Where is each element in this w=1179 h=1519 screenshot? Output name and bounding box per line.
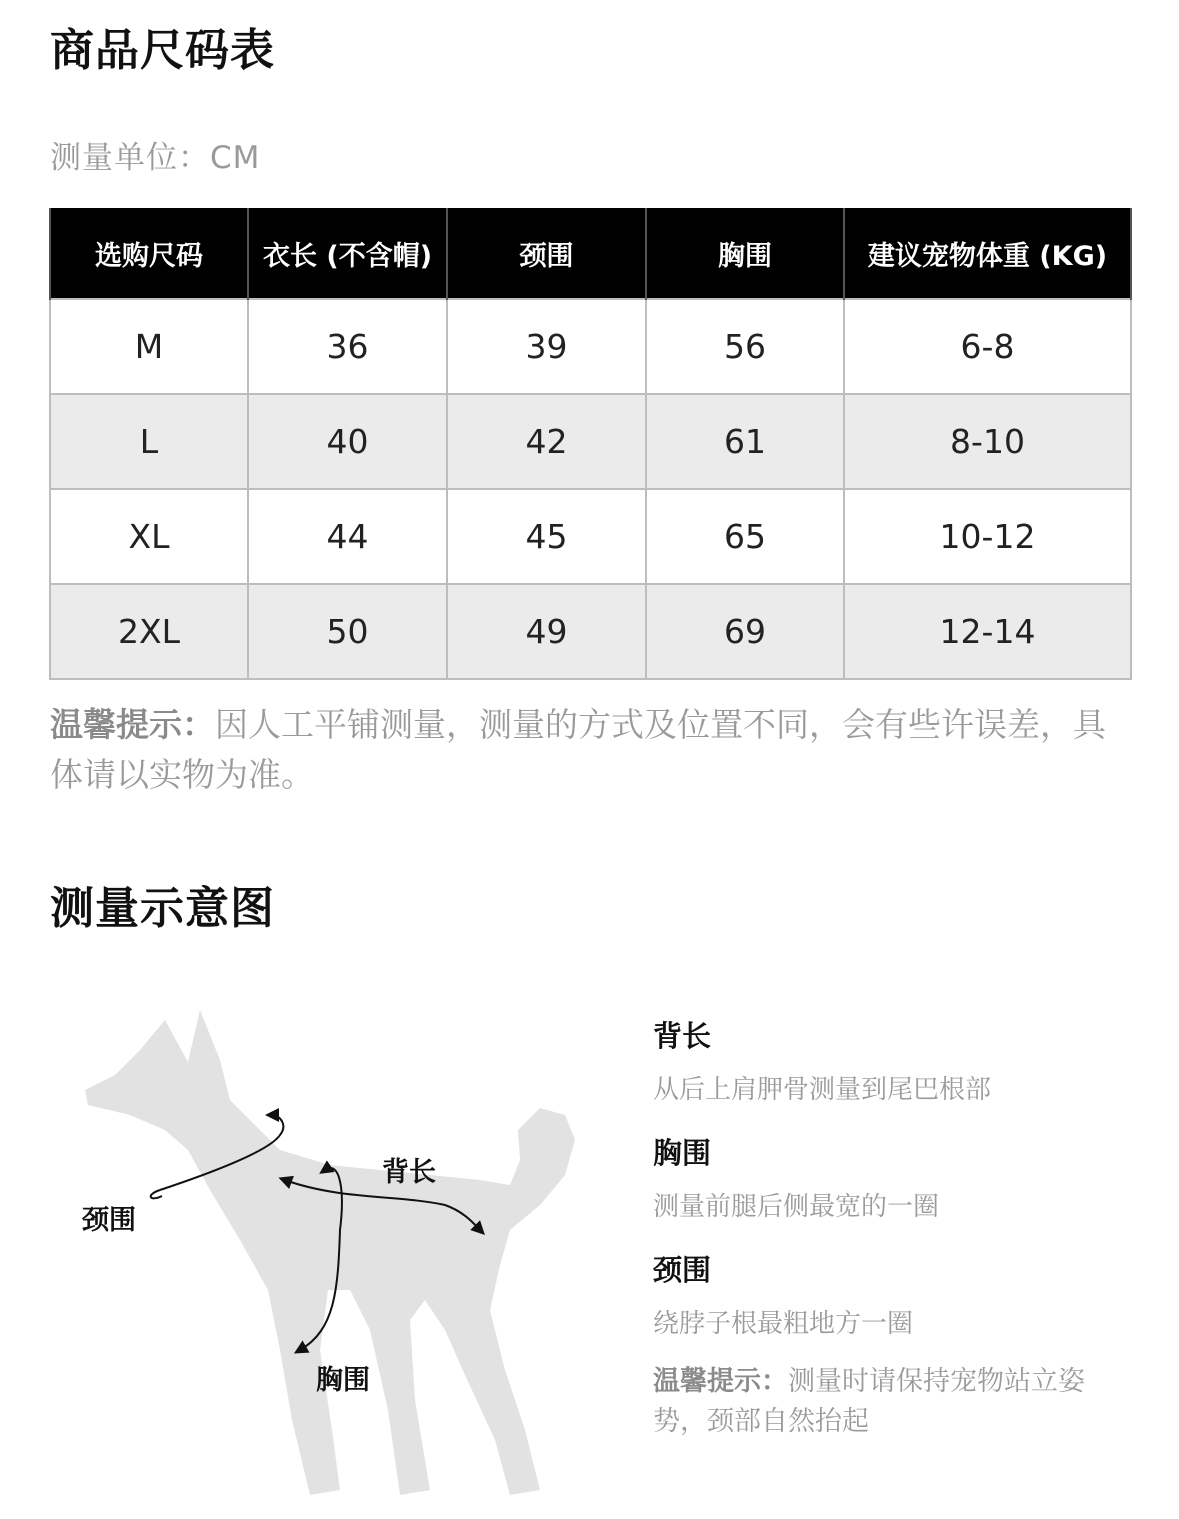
- header-size: 选购尺码: [50, 208, 248, 299]
- header-neck: 颈围: [447, 208, 646, 299]
- desc-heading: 颈围: [653, 1253, 712, 1287]
- measure-tip-label: 温馨提示：: [653, 1366, 788, 1397]
- measure-unit: 测量单位：CM: [50, 140, 261, 176]
- table-cell: 2XL: [50, 584, 248, 679]
- table-cell: M: [50, 299, 248, 394]
- neck-label: 颈围: [82, 1205, 136, 1236]
- header-length: 衣长 (不含帽): [248, 208, 447, 299]
- table-cell: 45: [447, 489, 646, 584]
- measure-tip: [653, 1362, 1113, 1442]
- dog-diagram: [70, 990, 630, 1510]
- table-row: [50, 584, 1131, 679]
- table-row: [50, 394, 1131, 489]
- desc-text: 绕脖子根最粗地方一圈: [653, 1309, 914, 1339]
- table-cell: XL: [50, 489, 248, 584]
- table-cell: 8-10: [844, 394, 1131, 489]
- size-tip-label: 温馨提示：: [50, 705, 215, 744]
- size-table: [49, 208, 1132, 680]
- table-cell: 10-12: [844, 489, 1131, 584]
- desc-back: [653, 1014, 1123, 1106]
- measure-tip-text: 测量时请保持宠物站立姿势，颈部自然抬起: [653, 1366, 1085, 1437]
- header-weight: 建议宠物体重 (KG): [844, 208, 1131, 299]
- table-header-row: [50, 208, 1131, 299]
- desc-heading: 胸围: [653, 1136, 712, 1170]
- table-cell: 12-14: [844, 584, 1131, 679]
- diagram-title: 测量示意图: [50, 883, 275, 934]
- table-cell: L: [50, 394, 248, 489]
- desc-chest: [653, 1131, 1123, 1223]
- size-tip-text: 因人工平铺测量，测量的方式及位置不同，会有些许误差，具体请以实物为准。: [50, 705, 1106, 794]
- dog-silhouette-icon: [70, 990, 630, 1510]
- desc-heading: 背长: [653, 1019, 712, 1053]
- table-cell: 69: [646, 584, 844, 679]
- table-cell: 56: [646, 299, 844, 394]
- table-cell: 61: [646, 394, 844, 489]
- desc-neck: [653, 1248, 1123, 1340]
- table-cell: 49: [447, 584, 646, 679]
- table-cell: 40: [248, 394, 447, 489]
- desc-text: 测量前腿后侧最宽的一圈: [653, 1192, 940, 1222]
- chest-label: 胸围: [316, 1365, 370, 1396]
- desc-text: 从后上肩胛骨测量到尾巴根部: [653, 1075, 992, 1105]
- table-cell: 6-8: [844, 299, 1131, 394]
- table-cell: 36: [248, 299, 447, 394]
- header-chest: 胸围: [646, 208, 844, 299]
- table-cell: 50: [248, 584, 447, 679]
- back-label: 背长: [382, 1157, 436, 1188]
- table-cell: 44: [248, 489, 447, 584]
- table-row: [50, 489, 1131, 584]
- table-cell: 39: [447, 299, 646, 394]
- table-row: [50, 299, 1131, 394]
- table-cell: 65: [646, 489, 844, 584]
- size-chart-title: 商品尺码表: [50, 25, 275, 76]
- size-tip: [50, 700, 1110, 800]
- table-cell: 42: [447, 394, 646, 489]
